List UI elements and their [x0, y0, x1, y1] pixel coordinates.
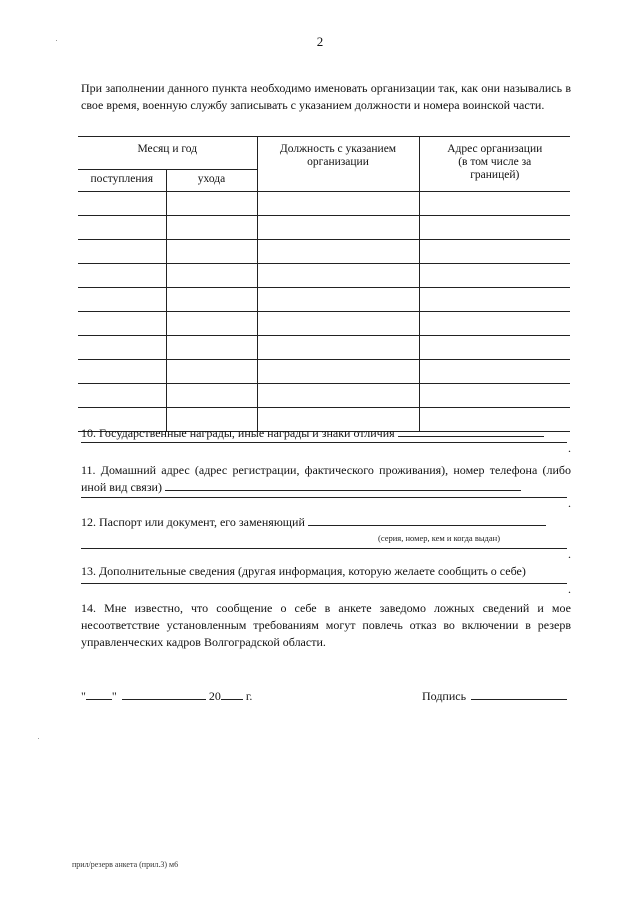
item-11-address [81, 462, 571, 496]
table-cell[interactable] [257, 312, 419, 336]
period-mark: . [568, 582, 571, 596]
table-header-row [78, 137, 570, 170]
date-quote-open: " [81, 689, 86, 703]
item-13-additional [81, 563, 571, 580]
table-cell[interactable] [257, 264, 419, 288]
date-year-field[interactable] [221, 688, 243, 700]
table-row[interactable] [78, 240, 570, 264]
table-cell[interactable] [166, 336, 257, 360]
table-cell[interactable] [166, 240, 257, 264]
table-cell[interactable] [166, 360, 257, 384]
table-row[interactable] [78, 264, 570, 288]
item-10-field-line[interactable] [81, 442, 567, 443]
date-day-field[interactable] [86, 688, 112, 700]
table-row[interactable] [78, 336, 570, 360]
date-year-suffix: г. [245, 689, 253, 703]
table-cell[interactable] [419, 264, 570, 288]
table-cell[interactable] [419, 192, 570, 216]
table-cell[interactable] [419, 312, 570, 336]
table-cell[interactable] [419, 336, 570, 360]
period-mark: . [568, 547, 571, 561]
table-cell[interactable] [78, 216, 166, 240]
table-row[interactable] [78, 360, 570, 384]
table-cell[interactable] [257, 384, 419, 408]
table-cell[interactable] [166, 264, 257, 288]
table-row[interactable] [78, 312, 570, 336]
item-12-passport [81, 514, 571, 531]
table-cell[interactable] [257, 240, 419, 264]
table-cell[interactable] [419, 384, 570, 408]
item-14-declaration: 14. Мне известно, что сообщение о себе в анкете заведомо ложных сведений и мое несоответствие установленным требованиям могут повлечь отказ во включении в резерв управленческих кадров Волгоградской области. [81, 601, 571, 649]
table-cell[interactable] [166, 312, 257, 336]
table-cell[interactable] [78, 336, 166, 360]
table-cell[interactable] [419, 216, 570, 240]
table-cell[interactable] [257, 192, 419, 216]
date-quote-close: " [111, 689, 117, 703]
item-10-awards [81, 425, 571, 442]
item-12-field-line[interactable] [81, 548, 567, 549]
table-cell[interactable] [166, 192, 257, 216]
item-12-label: 12. Паспорт или документ, его заменяющий [81, 515, 305, 529]
table-cell[interactable] [257, 216, 419, 240]
header-month-year: Месяц и год [78, 137, 257, 170]
table-cell[interactable] [78, 384, 166, 408]
table-cell[interactable] [257, 288, 419, 312]
signature-field[interactable] [471, 688, 567, 700]
scan-speck [38, 738, 39, 739]
item-13-label: 13. Дополнительные сведения (другая информация, которую желаете сообщить о себе) [81, 564, 526, 578]
table-cell[interactable] [257, 336, 419, 360]
table-cell[interactable] [78, 192, 166, 216]
signature-block [422, 688, 567, 704]
header-position: Должность с указанием организации [257, 137, 419, 192]
table-row[interactable] [78, 192, 570, 216]
period-mark: . [568, 496, 571, 510]
date-line [81, 688, 252, 704]
period-mark: . [568, 441, 571, 455]
table-cell[interactable] [166, 216, 257, 240]
table-cell[interactable] [78, 312, 166, 336]
footer-reference: прил/резерв анкета (прил.3) м6 [72, 860, 179, 869]
table-cell[interactable] [78, 264, 166, 288]
table-row[interactable] [78, 216, 570, 240]
item-13-field-line[interactable] [81, 583, 567, 584]
header-entry: поступления [78, 170, 166, 192]
table-cell[interactable] [257, 360, 419, 384]
item-11-field[interactable] [165, 479, 521, 491]
item-12-hint: (серия, номер, кем и когда выдан) [378, 533, 501, 543]
item-12-field[interactable] [308, 514, 546, 526]
table-cell[interactable] [166, 384, 257, 408]
table-cell[interactable] [419, 288, 570, 312]
table-row[interactable] [78, 288, 570, 312]
table-cell[interactable] [419, 360, 570, 384]
table-cell[interactable] [419, 240, 570, 264]
signature-label: Подпись [422, 689, 467, 703]
date-year-prefix: 20 [208, 689, 221, 703]
employment-table [78, 136, 570, 432]
item-10-field[interactable] [398, 425, 544, 437]
item-10-label: 10. Государственные награды, иные награды и знаки отличия [81, 426, 395, 440]
table-cell[interactable] [166, 288, 257, 312]
item-11-field-line[interactable] [81, 497, 567, 498]
table-cell[interactable] [78, 360, 166, 384]
page-number: 2 [316, 34, 324, 49]
intro-instructions: При заполнении данного пункта необходимо именовать организации так, как они назывались в свое время, военную службу записывать с указанием должности и номера воинской части. [81, 81, 571, 112]
table-row[interactable] [78, 384, 570, 408]
header-exit: ухода [166, 170, 257, 192]
item-11-label: 11. Домашний адрес (адрес регистрации, фактического проживания), номер телефона (либо иной вид связи) [81, 463, 571, 494]
scan-speck [56, 40, 57, 41]
table-cell[interactable] [78, 288, 166, 312]
header-address: Адрес организации (в том числе за границей) [419, 137, 570, 192]
table-cell[interactable] [78, 240, 166, 264]
date-month-field[interactable] [122, 688, 206, 700]
